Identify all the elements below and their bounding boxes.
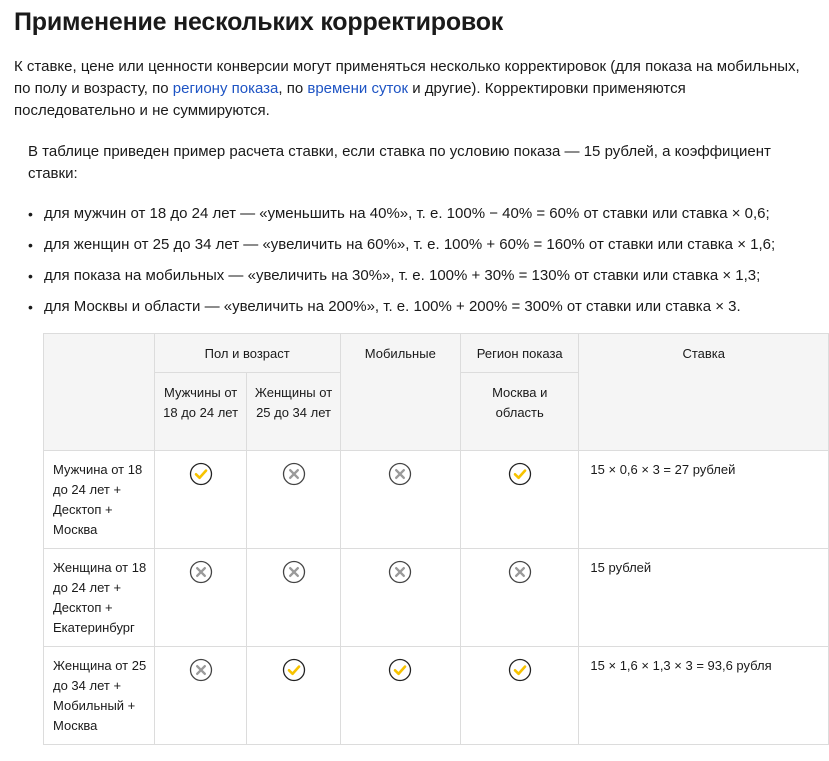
cell-women [247,549,340,647]
header-mobile: Мобильные [340,334,460,451]
cell-mobile [340,451,460,549]
cell-men [154,549,247,647]
list-item: • для мужчин от 18 до 24 лет — «уменьшить на 40%», т. е. 100% − 40% = 60% от ставки или ставка × 0,6; [28,203,798,234]
row-label: Женщина от 25 до 34 лет + Мобильный + Москва [44,647,155,745]
header-rate: Ставка [579,334,829,451]
cell-region [461,549,579,647]
cross-icon [388,560,412,584]
cross-icon [508,560,532,584]
cell-region [461,451,579,549]
cell-men [154,451,247,549]
subheader-moscow: Москва и область [461,373,579,451]
header-region: Регион показа [461,334,579,373]
list-item: • для Москвы и области — «увеличить на 200%», т. е. 100% + 200% = 300% от ставки или ставка × 3. [28,296,798,327]
table-row [44,451,829,549]
list-item: • для показа на мобильных — «увеличить на 30%», т. е. 100% + 30% = 130% от ставки или ставка × 1,3; [28,265,798,296]
time-of-day-link[interactable]: времени суток [307,80,409,97]
cell-mobile [340,549,460,647]
table-body [44,451,829,745]
cell-rate: 15 × 0,6 × 3 = 27 рублей [579,451,829,549]
coefficient-list [28,203,798,327]
page-title: Применение нескольких корректировок [14,8,504,36]
cell-women [247,451,340,549]
intro-text-1: К ставке, цене или ценности конверсии могут применяться несколько корректировок (для показа на мобильных, по полу и возрасту, по [14,58,800,97]
bid-example-table [43,333,829,745]
cell-men [154,647,247,745]
example-text: В таблице приведен пример расчета ставки, если ставка по условию показа — 15 рублей, а коэффициент ставки: [28,143,771,182]
cross-icon [282,560,306,584]
row-label: Женщина от 18 до 24 лет + Десктоп + Екатеринбург [44,549,155,647]
table-row [44,549,829,647]
check-icon [282,658,306,682]
intro-paragraph [14,56,804,122]
header-gender-age: Пол и возраст [154,334,340,373]
check-icon [508,658,532,682]
intro-text-2: , по [278,80,308,97]
cell-rate: 15 рублей [579,549,829,647]
intro-text-3: и другие). Корректировки применяются последовательно и не суммируются. [14,80,686,119]
list-item: • для женщин от 25 до 34 лет — «увеличить на 60%», т. е. 100% + 60% = 160% от ставки или ставка × 1,6; [28,234,798,265]
row-label: Мужчина от 18 до 24 лет + Десктоп + Москва [44,451,155,549]
table-row [44,647,829,745]
cell-region [461,647,579,745]
cell-women [247,647,340,745]
empty-corner-cell [44,334,155,451]
cross-icon [189,658,213,682]
cross-icon [282,462,306,486]
cross-icon [388,462,412,486]
subheader-men: Мужчины от 18 до 24 лет [154,373,247,451]
check-icon [388,658,412,682]
example-block [28,141,791,315]
region-link[interactable]: региону показа [172,80,279,97]
cell-mobile [340,647,460,745]
check-icon [508,462,532,486]
check-icon [189,462,213,486]
cell-rate: 15 × 1,6 × 1,3 × 3 = 93,6 рубля [579,647,829,745]
subheader-women: Женщины от 25 до 34 лет [247,373,340,451]
cross-icon [189,560,213,584]
